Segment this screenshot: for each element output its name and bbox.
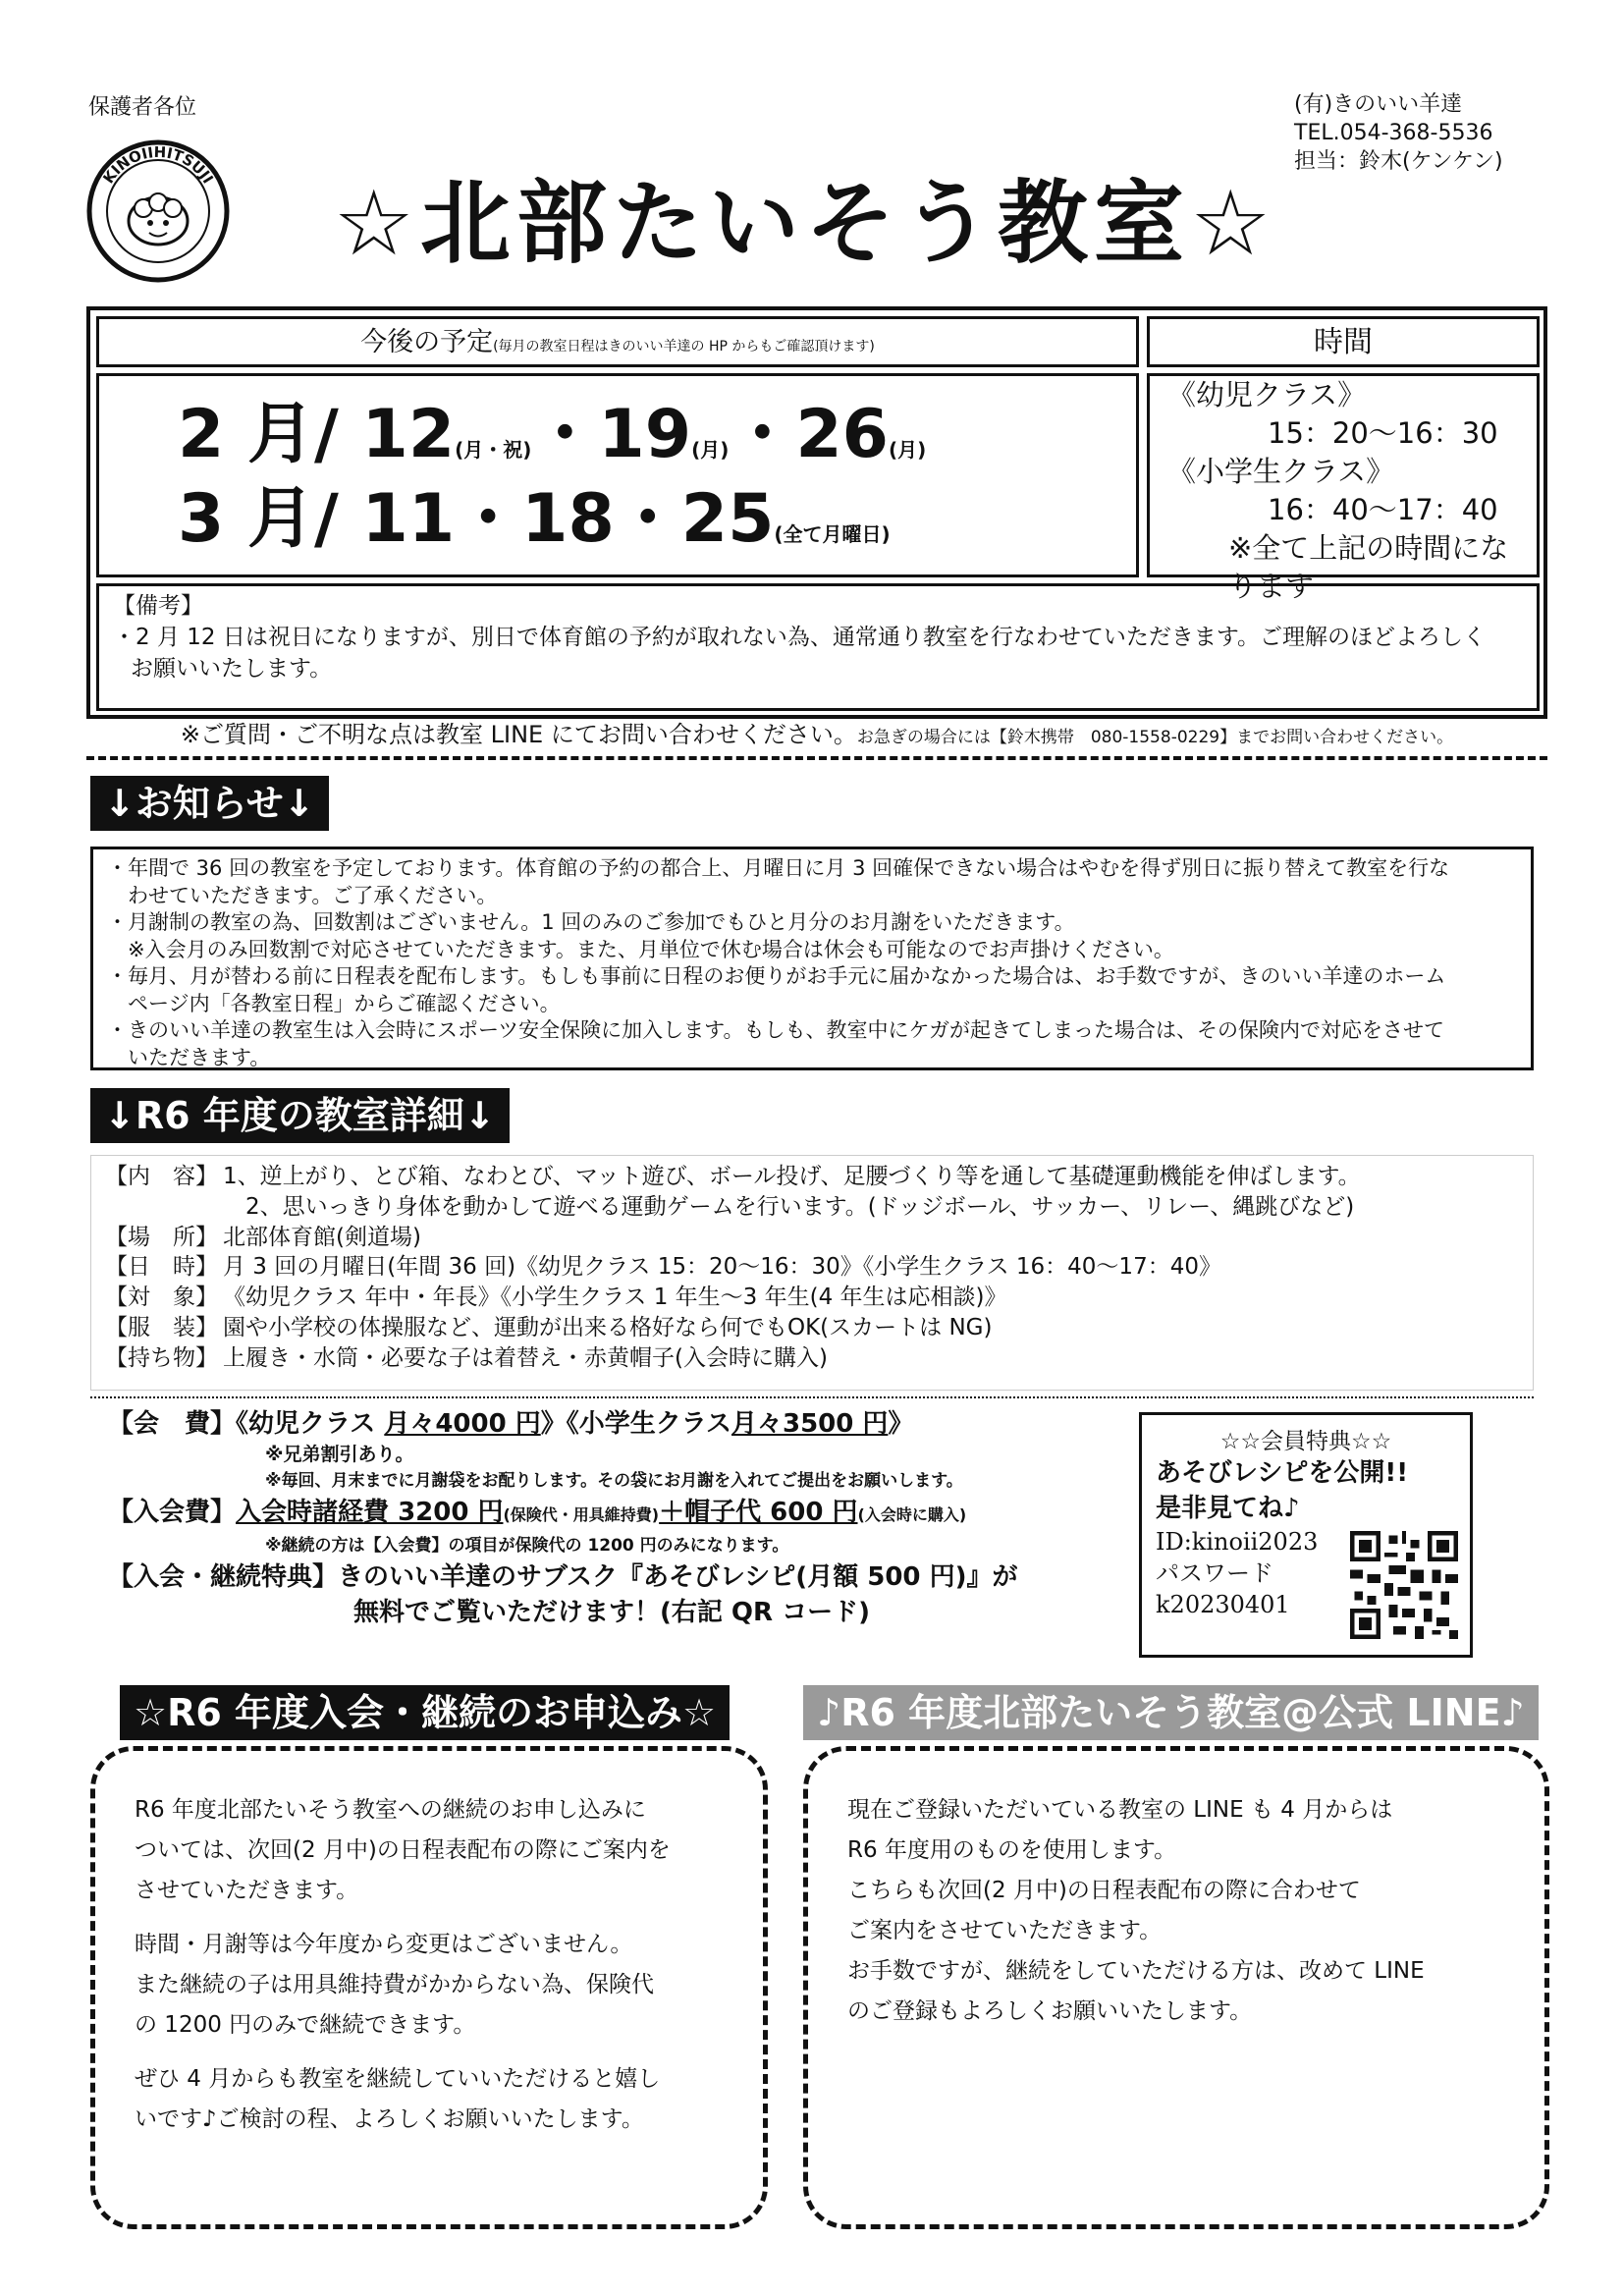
line-box <box>803 1746 1549 2229</box>
monthly-fee: 【会 費】《幼児クラス 月々4000 円》《小学生クラス月々3500 円》 <box>108 1409 914 1439</box>
schedule-table <box>86 306 1547 719</box>
line-line: のご登録もよろしくお願いいたします。 <box>847 1998 1253 2024</box>
sibling-discount-note: ※兄弟割引あり。 <box>265 1444 414 1465</box>
kinder-class-time: 15：20～16：30 <box>1268 416 1498 450</box>
qr-code[interactable] <box>1350 1531 1458 1639</box>
apply-line: させていただきます。 <box>135 1878 359 1903</box>
notes-title: 【備考】 <box>113 593 203 619</box>
company-contact-person: 担当：鈴木(ケンケン) <box>1294 149 1503 174</box>
company-phone: TEL.054-368-5536 <box>1294 121 1493 145</box>
school-class-time: 16：40～17：40 <box>1268 493 1498 526</box>
line-line: お手数ですが、継続をしていただける方は、改めて LINE <box>847 1958 1425 1984</box>
member-line: 是非見てね♪ <box>1156 1494 1300 1523</box>
apply-line: ついては、次回(2 月中)の日程表配布の際にご案内を <box>135 1837 671 1863</box>
notice-box <box>90 847 1534 1070</box>
detail-row: 2、思いっきり身体を動かして遊べる運動ゲームを行います。(ドッジボール、サッカー、リレー、縄跳びなど) <box>223 1193 1355 1220</box>
apply-box <box>90 1746 768 2229</box>
detail-row: 【対 象】 《幼児クラス 年中・年長》《小学生クラス 1 年生～3 年生(4 年生は応相談)》 <box>105 1285 1007 1311</box>
detail-row: 【持ち物】 上履き・水筒・必要な子は着替え・赤黄帽子(入会時に購入) <box>105 1344 828 1371</box>
member-password-label: パスワード <box>1156 1559 1273 1587</box>
detail-row: 【内 容】 1、逆上がり、とび箱、なわとび、マット遊び、ボール投げ、足腰づくり等を通して基礎運動機能を伸ばします。 <box>105 1164 1361 1189</box>
schedule-header <box>96 316 1139 367</box>
envelope-note: ※毎回、月末までに月謝袋をお配りします。その袋にお月謝を入れてご提出をお願いします。 <box>265 1471 963 1491</box>
apply-banner: ☆R6 年度入会・継続のお申込み☆ <box>120 1685 730 1740</box>
notes-line: ・2 月 12 日は祝日になりますが、別日で体育館の予約が取れない為、通常通り教室を行なわせていただきます。ご理解のほどよろしく <box>113 625 1486 650</box>
notice-line: ・毎月、月が替わる前に日程表を配布します。もしも事前に日程のお便りがお手元に届かなかった場合は、お手数ですが、きのいい羊達のホーム <box>107 964 1446 988</box>
line-line: R6 年度用のものを使用します。 <box>847 1837 1177 1863</box>
class-times <box>1147 373 1540 603</box>
time-header: 時間 <box>1147 316 1540 367</box>
notice-banner: ↓お知らせ↓ <box>90 776 329 831</box>
apply-line: また継続の子は用具維持費がかからない為、保険代 <box>135 1972 654 1997</box>
member-line: あそびレシピを公開!! <box>1156 1458 1409 1488</box>
notice-line: ・きのいい羊達の教室生は入会時にスポーツ安全保険に加入します。もしも、教室中にケガが起きてしまった場合は、その保険内で対応をさせて <box>107 1018 1445 1042</box>
svg-text:KINOIIHITSUJI: KINOIIHITSUJI <box>99 142 217 188</box>
page-title: ☆北部たいそう教室☆ <box>333 171 1277 276</box>
divider <box>86 756 1547 760</box>
detail-row: 【日 時】 月 3 回の月曜日(年間 36 回)《幼児クラス 15：20～16：30》《小学生クラス 16：40～17：40》 <box>105 1254 1221 1281</box>
company-name: (有)きのいい羊達 <box>1294 92 1463 117</box>
line-line: ご案内をさせていただきます。 <box>847 1918 1163 1943</box>
notice-line: いただきます。 <box>107 1045 271 1069</box>
addressee: 保護者各位 <box>88 95 197 120</box>
entry-fee: 【入会費】入会時諸経費 3200 円(保険代・用具維持費)＋帽子代 600 円(入会時に購入) <box>108 1498 967 1527</box>
kinder-class-label: 《幼児クラス》 <box>1167 378 1367 411</box>
sheep-logo <box>84 137 232 285</box>
detail-row: 【場 所】 北部体育館(剣道場) <box>105 1224 421 1250</box>
company-info <box>1294 90 1503 176</box>
member-benefit-box <box>1139 1412 1473 1658</box>
notice-line: ページ内「各教室日程」からご確認ください。 <box>107 991 561 1015</box>
apply-line: R6 年度北部たいそう教室への継続のお申し込みに <box>135 1797 646 1823</box>
notice-line: ・年間で 36 回の教室を予定しております。体育館の予約の都合上、月曜日に月 3 回確保できない場合はやむを得ず別日に振り替えて教室を行な <box>107 856 1450 880</box>
fees-section <box>108 1406 1129 1630</box>
time-note: ※全て上記の時間になります <box>1228 531 1509 603</box>
apply-line: いです♪ご検討の程、よろしくお願いいたします。 <box>135 2106 644 2132</box>
line-line: こちらも次回(2 月中)の日程表配布の際に合わせて <box>847 1878 1361 1903</box>
contact-main: ※ご質問・ご不明な点は教室 LINE にてお問い合わせください。 <box>180 721 857 748</box>
notes-line: お願いいたします。 <box>131 656 333 682</box>
notice-line: わせていただきます。ご了承ください。 <box>107 883 498 907</box>
benefit-line: 無料でご覧いただけます！(右記 QR コード) <box>353 1598 870 1627</box>
apply-line: 時間・月謝等は今年度から変更はございません。 <box>135 1932 633 1957</box>
divider <box>90 1396 1534 1398</box>
apply-line: ぜひ 4 月からも教室を継続していいただけると嬉し <box>135 2066 661 2092</box>
detail-row: 【服 装】 園や小学校の体操服など、運動が出来る格好なら何でもOK(スカートは NG) <box>105 1314 993 1340</box>
line-line: 現在ご登録いただいている教室の LINE も 4 月からは <box>847 1797 1393 1823</box>
details-banner: ↓R6 年度の教室詳細↓ <box>90 1088 510 1143</box>
continuing-note: ※継続の方は【入会費】の項目が保険代の 1200 円のみになります。 <box>265 1536 789 1556</box>
schedule-dates <box>96 373 1139 577</box>
schedule-header-label: 今後の予定 <box>360 327 494 357</box>
details-box <box>90 1155 1534 1391</box>
contact-note <box>86 715 1547 749</box>
school-class-label: 《小学生クラス》 <box>1167 455 1395 488</box>
benefit-line: 【入会・継続特典】きのいい羊達のサブスク『あそびレシピ(月額 500 円)』が <box>108 1562 1018 1592</box>
member-heading: ☆☆会員特典☆☆ <box>1219 1429 1392 1454</box>
apply-line: の 1200 円のみで継続できます。 <box>135 2012 476 2038</box>
schedule-header-note: (毎月の教室日程はきのいい羊達の HP からもご確認頂けます) <box>493 339 875 355</box>
notice-line: ・月謝制の教室の為、回数割はございません。1 回のみのご参加でもひと月分のお月謝をいただきます。 <box>107 910 1075 934</box>
february-dates: 2 月/ 12(月・祝)・19(月)・26(月) <box>178 396 927 473</box>
notice-line: ※入会月のみ回数割で対応させていただきます。また、月単位で休む場合は休会も可能なのでお声掛けください。 <box>107 937 1174 961</box>
contact-phone-note: お急ぎの場合には【鈴木携帯 080-1558-0229】までお問い合わせください。 <box>856 728 1454 747</box>
march-dates: 3 月/ 11・18・25(全て月曜日) <box>178 480 891 558</box>
member-id: ID:kinoii2023 <box>1156 1528 1319 1556</box>
schedule-notes <box>96 583 1540 711</box>
line-banner: ♪R6 年度北部たいそう教室@公式 LINE♪ <box>803 1685 1539 1740</box>
member-password: k20230401 <box>1156 1591 1290 1618</box>
